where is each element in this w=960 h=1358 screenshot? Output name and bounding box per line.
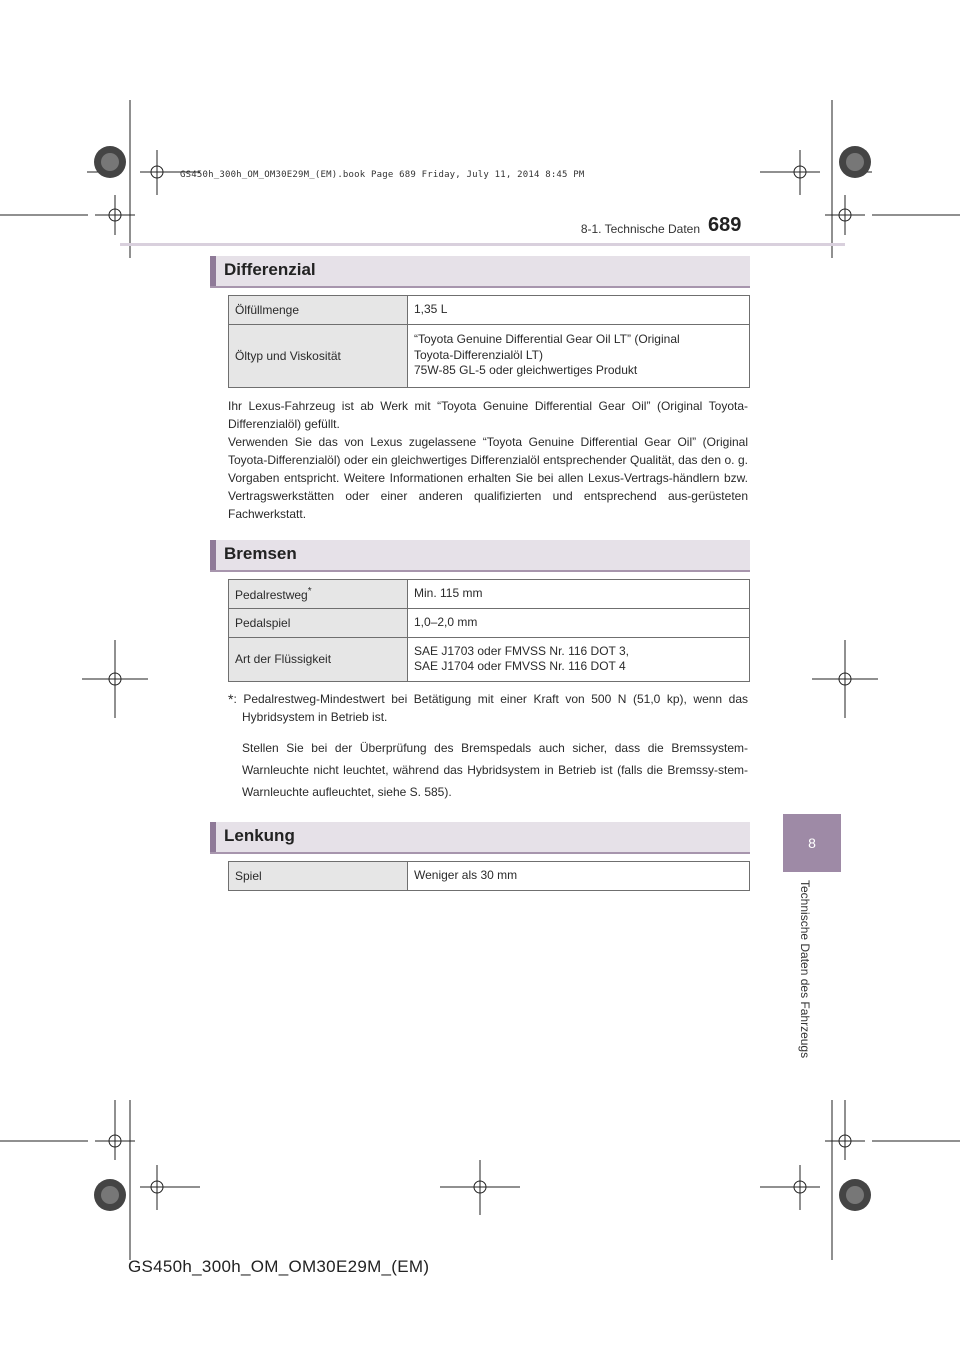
page-number: 689 (708, 214, 742, 236)
row-key: Öltyp und Viskosität (229, 324, 408, 387)
chapter-title-vertical: Technische Daten des Fahrzeugs (798, 880, 812, 1059)
row-value: 1,35 L (408, 296, 750, 325)
row-value: 1,0–2,0 mm (408, 609, 750, 638)
section-title: Lenkung (224, 826, 295, 845)
value-line: Toyota-Differenzialöl LT) (414, 347, 543, 362)
footnote (228, 690, 748, 726)
paragraph: Verwenden Sie das von Lexus zugelassene “Toyota Genuine Differential Gear Oil” (Original Toyota-Differenzialöl) oder ein gleichwertiges Differenzialöl entsprechender Qualität, das den o. g. Vorgaben entspricht. Weitere Informationen erhalten Sie bei allen Lexus-Vertrags-händlern bzw. Vertragswerkstätten oder einer anderen qualifizierten und entsprechend aus-gerüsteten Fachwerkstatt. (228, 435, 748, 521)
row-key (229, 580, 408, 609)
value-line: “Toyota Genuine Differential Gear Oil LT” (Original (414, 332, 680, 347)
paragraph: Ihr Lexus-Fahrzeug ist ab Werk mit “Toyota Genuine Differential Gear Oil” (Original Toyota-Differenzialöl) gefüllt. (228, 399, 748, 431)
row-key: Spiel (229, 862, 408, 891)
differenzial-table (228, 295, 750, 388)
section-header-differenzial (210, 256, 750, 288)
table-row (229, 609, 750, 638)
table-row (229, 580, 750, 609)
section-label: 8-1. Technische Daten (580, 222, 700, 236)
footnote-mark: * (307, 586, 312, 597)
row-value: Weniger als 30 mm (408, 862, 750, 891)
section-accent-bar (210, 256, 216, 286)
bremsen-table (228, 579, 750, 682)
section-title: Differenzial (224, 260, 316, 279)
table-row (229, 637, 750, 681)
section-accent-bar (210, 540, 216, 570)
section-header-lenkung (210, 822, 750, 854)
row-key: Ölfüllmenge (229, 296, 408, 325)
footnote-text: : Pedalrestweg-Mindestwert bei Betätigung mit einer Kraft von 500 N (51,0 kp), wenn das Hybridsystem in Betrieb ist. (233, 692, 748, 724)
row-value (408, 637, 750, 681)
note-paragraph: Stellen Sie bei der Überprüfung des Bremspedals auch sicher, dass die Bremssystem-Warnleuchte nicht leuchtet, während das Hybridsystem in Betrieb ist (falls die Bremssy-stem-Warnleuchte aufleuchtet, siehe S. 585). (242, 741, 748, 799)
value-line: SAE J1704 oder FMVSS Nr. 116 DOT 4 (414, 659, 626, 674)
lenkung-table (228, 861, 750, 891)
table-row (229, 324, 750, 387)
table-row (229, 862, 750, 891)
book-file-line: GS450h_300h_OM_OM30E29M_(EM).book Page 689 Friday, July 11, 2014 8:45 PM (180, 170, 585, 180)
row-key: Pedalspiel (229, 609, 408, 638)
value-line: 75W-85 GL-5 oder gleichwertiges Produkt (414, 363, 638, 378)
section-accent-bar (210, 822, 216, 852)
section-title: Bremsen (224, 544, 297, 563)
row-key: Art der Flüssigkeit (229, 637, 408, 681)
document-code-footer: GS450h_300h_OM_OM30E29M_(EM) (128, 1257, 430, 1276)
row-key-text: Pedalrestweg (235, 588, 308, 602)
row-value (408, 324, 750, 387)
footnote-mark: * (228, 691, 234, 707)
section-header-bremsen (210, 540, 750, 572)
table-row (229, 296, 750, 325)
row-value: Min. 115 mm (408, 580, 750, 609)
value-line: SAE J1703 oder FMVSS Nr. 116 DOT 3, (414, 643, 629, 658)
header-rule (120, 243, 845, 246)
chapter-tab: 8 (783, 814, 841, 872)
